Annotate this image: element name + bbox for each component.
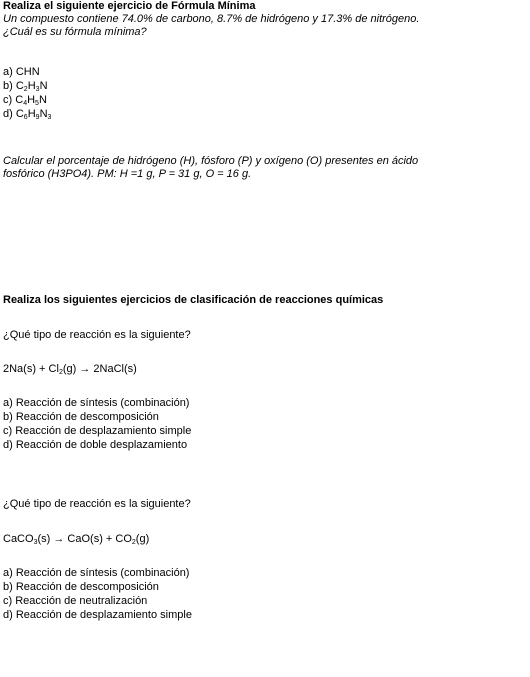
section-title-clasificacion: Realiza los siguientes ejercicios de clasificación de reacciones químicas	[3, 294, 384, 306]
reaction-option: a) Reacción de síntesis (combinación)	[3, 567, 190, 579]
subscript: 2	[58, 369, 63, 376]
formula-option: a) CHN	[3, 66, 40, 78]
reaction-equation-2: CaCO$_3$(s) → $CaO(s) + CO_2(g)$	[3, 533, 150, 546]
subscript: 2	[131, 539, 136, 546]
question-text-line-1: Un compuesto contiene 74.0% de carbono, 8.7% de hidrógeno y 17.3% de nitrógeno.	[3, 13, 420, 25]
subscript: 9	[35, 114, 40, 121]
problem-text-line-2: fosfórico (H3PO4). PM: H =1 g, P = 31 g, O = 16 g.	[3, 168, 252, 180]
subscript: 3	[47, 114, 52, 121]
reaction-option: b) Reacción de descomposición	[3, 411, 159, 423]
section-title-formula-minima: Realiza el siguiente ejercicio de Fórmula Mínima	[3, 0, 256, 12]
subscript: 3	[33, 539, 38, 546]
reaction-equation-1: $2Na(s) + Cl_2(g)$ → 2NaCl(s)	[3, 363, 137, 376]
formula-option: c) $C_4H_5N$	[3, 94, 47, 107]
subscript: 4	[23, 100, 28, 107]
reaction-option: d) Reacción de doble desplazamiento	[3, 439, 188, 451]
question-prompt-2: ¿Qué tipo de reacción es la siguiente?	[3, 498, 191, 510]
reaction-option: c) Reacción de neutralización	[3, 595, 148, 607]
formula-option: b) $C_2H_3N$	[3, 80, 48, 93]
reaction-option: c) Reacción de desplazamiento simple	[3, 425, 192, 437]
reaction-option: a) Reacción de síntesis (combinación)	[3, 397, 190, 409]
subscript: 6	[23, 114, 28, 121]
subscript: 3	[35, 86, 40, 93]
question-text-line-2: ¿Cuál es su fórmula mínima?	[3, 26, 147, 38]
reaction-option: d) Reacción de desplazamiento simple	[3, 609, 192, 621]
formula-option: d) $C_6H_9N_3$	[3, 108, 52, 121]
subscript: 2	[23, 86, 28, 93]
question-prompt-1: ¿Qué tipo de reacción es la siguiente?	[3, 329, 191, 341]
subscript: 5	[35, 100, 39, 107]
reaction-option: b) Reacción de descomposición	[3, 581, 159, 593]
problem-text-line-1: Calcular el porcentaje de hidrógeno (H), fósforo (P) y oxígeno (O) presentes en ácido	[3, 155, 419, 167]
